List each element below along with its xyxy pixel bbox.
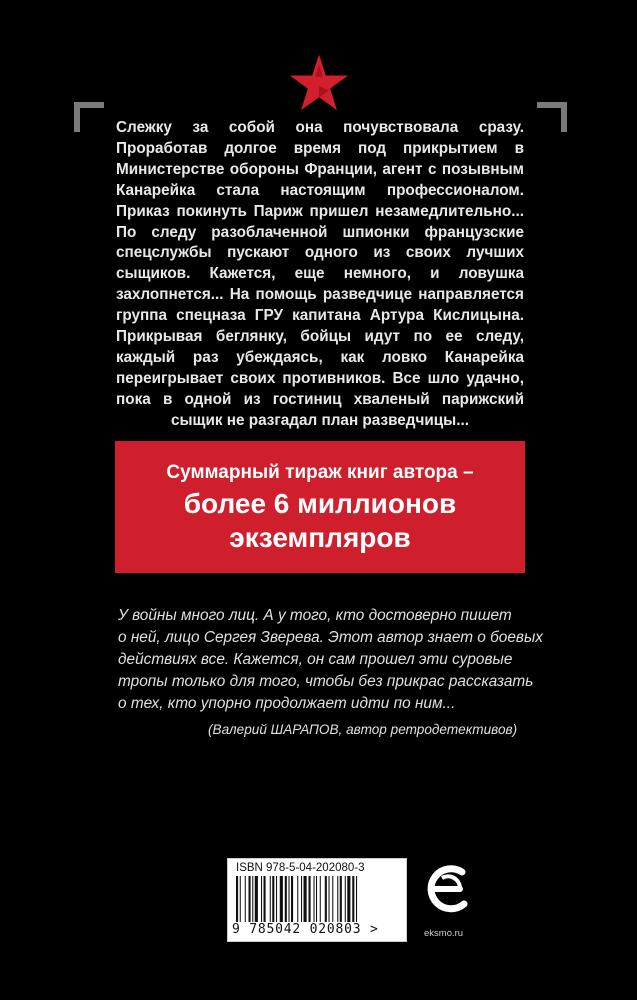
barcode-bars	[234, 876, 400, 922]
book-blurb: Слежку за собой она почувствовала сразу. Проработав долгое время под прикрытием в Министерстве обороны Франции, агент с позывным Канарейка стала настоящим профессионалом. Приказ покинуть Париж пришел незамедлительно... По следу разоблаченной шпионки французские спецслужбы пускают одного из своих лучших сыщиков. Кажется, еще немного, и ловушка захлопнется... На помощь разведчице направляется группа спецназа ГРУ капитана Артура Кислицына. Прикрывая беглянку, бойцы идут по ее следу, каждый раз убеждаясь, как ловко Канарейка переигрывает своих противников. Все шло удачно, пока в одной из гостиниц хваленый парижский сыщик не разгадал план разведчицы...	[116, 119, 524, 429]
quote-line: о ней, лицо Сергея Зверева. Этот автор знает о боевых	[118, 629, 543, 647]
eksmo-logo-icon	[420, 860, 470, 920]
banner-line-1: Суммарный тираж книг автора –	[166, 462, 474, 483]
circulation-banner	[115, 441, 525, 573]
isbn-text: ISBN 978-5-04-202080-3	[236, 862, 365, 874]
review-quote	[118, 605, 543, 715]
banner-line-3: экземпляров	[229, 522, 411, 553]
barcode-digits: 9 785042 020803 >	[232, 922, 379, 937]
quote-line: о тех, кто упорно продолжает идти по ним...	[118, 695, 456, 713]
quote-line: действиях все. Кажется, он сам прошел эти суровые	[118, 651, 513, 669]
quote-line: У войны много лиц. А у того, кто достоверно пишет	[118, 607, 512, 624]
barcode	[227, 858, 407, 942]
frame-corner-top-right	[537, 102, 567, 132]
quote-attribution: (Валерий ШАРАПОВ, автор ретродетективов)	[208, 722, 518, 737]
banner-line-2: более 6 миллионов	[183, 488, 457, 519]
frame-corner-top-left	[74, 102, 104, 132]
quote-line: тропы только для того, чтобы без прикрас рассказать	[118, 673, 534, 691]
publisher-site: eksmo.ru	[424, 928, 464, 939]
red-star-icon	[288, 52, 350, 114]
